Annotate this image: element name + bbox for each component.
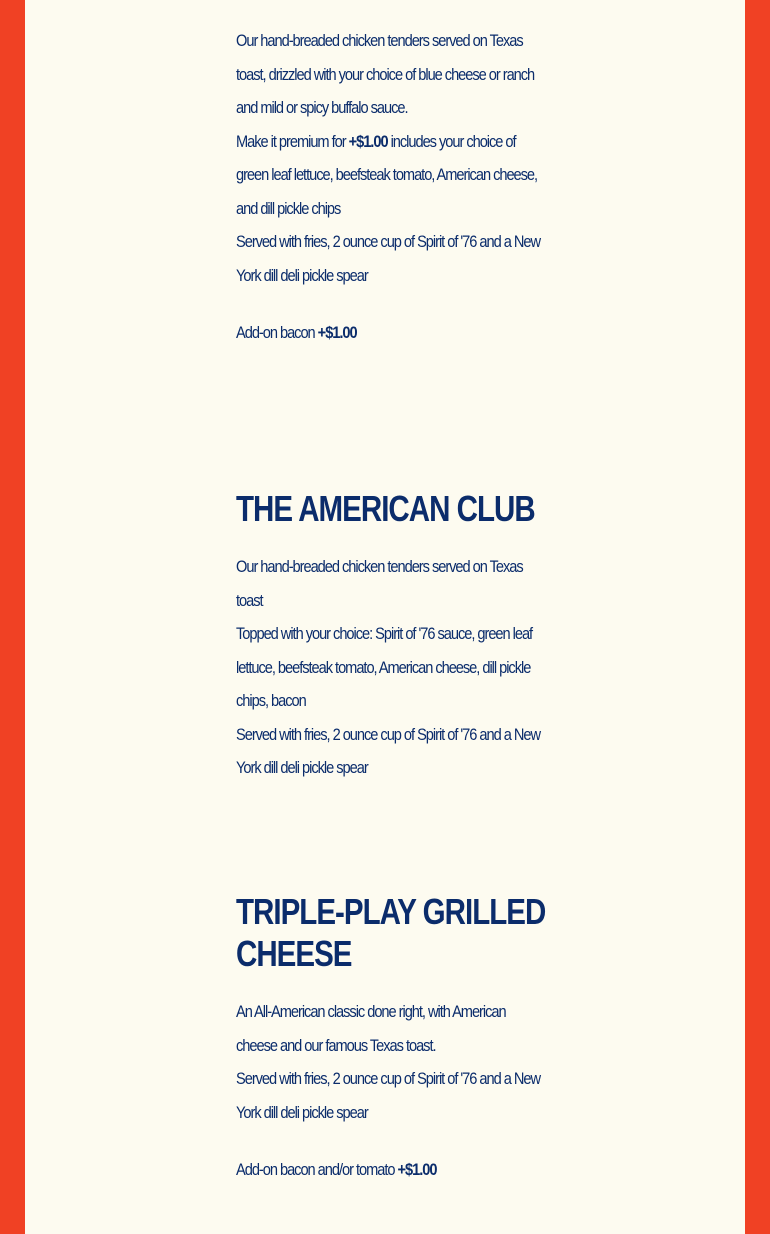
item-title-line-1: TRIPLE-PLAY GRILLED xyxy=(236,891,546,932)
item-description: An All-American classic done right, with American cheese and our famous Texas toast. xyxy=(236,1002,506,1055)
addon-label: Add-on bacon and/or tomato xyxy=(236,1160,398,1179)
addon-price: +$1.00 xyxy=(317,323,357,342)
item-description: Our hand-breaded chicken tenders served on Texas toast xyxy=(236,557,523,610)
addon-price: +$1.00 xyxy=(397,1160,437,1179)
item-served-with: Served with fries, 2 ounce cup of Spirit of '76 and a New York dill deli pickle spear xyxy=(236,724,540,777)
premium-price: +$1.00 xyxy=(348,131,388,151)
menu-item-grilled-cheese xyxy=(236,891,546,1187)
item-addon xyxy=(236,1153,546,1187)
menu-item-buffalo-tenders xyxy=(236,24,546,350)
item-title xyxy=(236,891,548,975)
menu-item-american-club xyxy=(236,488,546,785)
item-title: THE AMERICAN CLUB xyxy=(236,488,535,529)
premium-suffix: includes your choice of green leaf lettuce, beefsteak tomato, American cheese, and dill pickle chips xyxy=(236,131,538,218)
item-description: Our hand-breaded chicken tenders served on Texas toast, drizzled with your choice of blue cheese or ranch and mild or spicy buffalo sauce. xyxy=(236,31,535,117)
item-served-with: Served with fries, 2 ounce cup of Spirit of '76 and a New York dill deli pickle spear xyxy=(236,1069,540,1122)
item-served-with: Served with fries, 2 ounce cup of Spirit of '76 and a New York dill deli pickle spear xyxy=(236,232,540,285)
item-premium-option xyxy=(236,125,546,226)
item-title-line-2: CHEESE xyxy=(236,933,352,974)
item-addon xyxy=(236,316,546,350)
item-toppings: Topped with your choice: Spirit of '76 sauce, green leaf lettuce, beefsteak tomato, American cheese, dill pickle chips, bacon xyxy=(236,624,533,710)
premium-prefix: Make it premium for xyxy=(236,131,349,151)
menu-page xyxy=(25,0,745,1234)
addon-label: Add-on bacon xyxy=(236,323,318,342)
